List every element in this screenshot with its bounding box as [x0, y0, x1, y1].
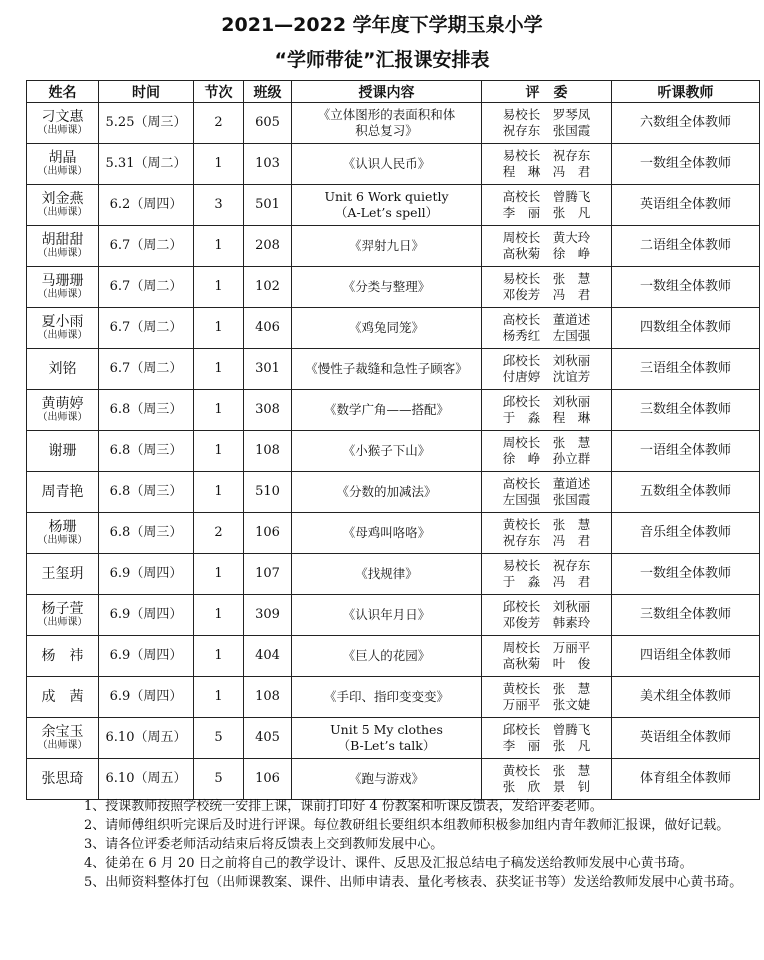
judges-line: 徐 峥 孙立群 — [502, 451, 591, 466]
lesson-content-line: 《认识人民币》 — [342, 156, 431, 171]
graduation-lesson-tag: （出师课） — [37, 535, 88, 546]
table-row — [27, 103, 760, 144]
cell-audience: 一数组全体教师 — [612, 144, 760, 185]
judges-line: 高校长 董道述 — [502, 312, 591, 327]
cell-audience: 四语组全体教师 — [612, 636, 760, 677]
table-header-row — [27, 81, 760, 103]
cell-name — [27, 349, 99, 390]
cell-period: 1 — [194, 349, 244, 390]
teacher-name: 胡晶 — [48, 150, 77, 166]
teacher-name: 成 茜 — [41, 689, 84, 705]
judges-line: 邱校长 刘秋丽 — [502, 353, 591, 368]
table-row — [27, 513, 760, 554]
cell-name — [27, 513, 99, 554]
teacher-name: 马珊珊 — [41, 273, 84, 289]
lesson-content-line: （B-Let’s talk） — [337, 738, 436, 753]
lesson-content-line: Unit 6 Work quietly — [324, 189, 449, 204]
lesson-content-line: 《母鸡叫咯咯》 — [342, 525, 431, 540]
judges-line: 祝存东 张国霞 — [502, 123, 591, 138]
cell-class: 103 — [244, 144, 292, 185]
table-body — [27, 103, 760, 800]
teacher-name: 刘铭 — [48, 361, 77, 377]
note-item: 3、请各位评委老师活动结束后将反馈表上交到教师发展中心。 — [84, 837, 444, 852]
header-judges: 评 委 — [482, 81, 612, 103]
teacher-name: 杨子萱 — [41, 601, 84, 617]
header-period: 节次 — [194, 81, 244, 103]
cell-period: 1 — [194, 144, 244, 185]
judges-line: 邱校长 刘秋丽 — [502, 599, 591, 614]
cell-audience: 三语组全体教师 — [612, 349, 760, 390]
judges-line: 杨秀红 左国强 — [502, 328, 591, 343]
cell-name — [27, 554, 99, 595]
cell-content — [292, 431, 482, 472]
lesson-content-line: 《分数的加减法》 — [336, 484, 437, 499]
cell-class: 501 — [244, 185, 292, 226]
table-row — [27, 595, 760, 636]
cell-name — [27, 718, 99, 759]
cell-content — [292, 513, 482, 554]
schedule-table — [26, 80, 760, 800]
graduation-lesson-tag: （出师课） — [37, 740, 88, 751]
judges-line: 周校长 张 慧 — [502, 435, 591, 450]
judges-line: 易校长 祝存东 — [502, 558, 591, 573]
table-row — [27, 349, 760, 390]
cell-audience: 六数组全体教师 — [612, 103, 760, 144]
cell-name — [27, 226, 99, 267]
lesson-content-line: 《找规律》 — [355, 566, 418, 581]
cell-period: 1 — [194, 267, 244, 308]
cell-judges — [482, 636, 612, 677]
cell-period: 2 — [194, 513, 244, 554]
cell-judges — [482, 144, 612, 185]
cell-class: 108 — [244, 431, 292, 472]
cell-time: 6.7（周二） — [99, 349, 194, 390]
cell-judges — [482, 308, 612, 349]
cell-name — [27, 267, 99, 308]
cell-content — [292, 226, 482, 267]
cell-time: 6.2（周四） — [99, 185, 194, 226]
cell-period: 1 — [194, 677, 244, 718]
cell-period: 3 — [194, 185, 244, 226]
header-time: 时间 — [99, 81, 194, 103]
lesson-content-line: 《手印、指印变变变》 — [323, 689, 449, 704]
cell-audience: 三数组全体教师 — [612, 390, 760, 431]
cell-judges — [482, 472, 612, 513]
table-row — [27, 759, 760, 800]
cell-time: 6.8（周三） — [99, 431, 194, 472]
teacher-name: 刁文惠 — [41, 109, 84, 125]
cell-time: 5.31（周二） — [99, 144, 194, 185]
table-row — [27, 554, 760, 595]
cell-judges — [482, 267, 612, 308]
lesson-content-line: 积总复习》 — [355, 123, 418, 138]
lesson-content-line: Unit 5 My clothes — [330, 722, 443, 737]
cell-audience: 美术组全体教师 — [612, 677, 760, 718]
cell-name — [27, 759, 99, 800]
cell-audience: 二语组全体教师 — [612, 226, 760, 267]
judges-line: 高校长 曾腾飞 — [502, 189, 591, 204]
cell-time: 6.8（周三） — [99, 390, 194, 431]
teacher-name: 王玺玥 — [41, 566, 84, 582]
cell-class: 510 — [244, 472, 292, 513]
cell-judges — [482, 759, 612, 800]
judges-line: 程 琳 冯 君 — [502, 164, 591, 179]
judges-line: 邱校长 刘秋丽 — [502, 394, 591, 409]
graduation-lesson-tag: （出师课） — [37, 412, 88, 423]
note-item: 4、徒弟在 6 月 20 日之前将自己的教学设计、课件、反思及汇报总结电子稿发送给教师发展中心黄书琦。 — [84, 856, 693, 871]
lesson-content-line: 《小猴子下山》 — [342, 443, 431, 458]
cell-audience: 四数组全体教师 — [612, 308, 760, 349]
judges-line: 左国强 张国霞 — [502, 492, 591, 507]
cell-time: 6.10（周五） — [99, 759, 194, 800]
cell-content — [292, 554, 482, 595]
cell-name — [27, 185, 99, 226]
document-title-main: “学师带徒”汇报课安排表 — [274, 49, 490, 71]
cell-class: 404 — [244, 636, 292, 677]
judges-line: 邓俊芳 韩素玲 — [502, 615, 591, 630]
cell-name — [27, 595, 99, 636]
note-item: 2、请师傅组织听完课后及时进行评课。每位教研组长要组织本组教师积极参加组内青年教师汇报课，做好记载。 — [84, 818, 730, 833]
teacher-name: 杨珊 — [48, 519, 77, 535]
judges-line: 李 丽 张 凡 — [502, 738, 591, 753]
graduation-lesson-tag: （出师课） — [37, 207, 88, 218]
cell-content — [292, 718, 482, 759]
graduation-lesson-tag: （出师课） — [37, 125, 88, 136]
graduation-lesson-tag: （出师课） — [37, 617, 88, 628]
header-content: 授课内容 — [292, 81, 482, 103]
cell-class: 208 — [244, 226, 292, 267]
teacher-name: 张思琦 — [41, 771, 84, 787]
judges-line: 易校长 罗琴凤 — [502, 107, 591, 122]
cell-class: 308 — [244, 390, 292, 431]
judges-line: 周校长 黄大玲 — [502, 230, 591, 245]
cell-period: 1 — [194, 554, 244, 595]
cell-period: 1 — [194, 431, 244, 472]
table-row — [27, 431, 760, 472]
cell-name — [27, 472, 99, 513]
cell-audience: 一语组全体教师 — [612, 431, 760, 472]
graduation-lesson-tag: （出师课） — [37, 248, 88, 259]
cell-period: 1 — [194, 636, 244, 677]
cell-period: 1 — [194, 390, 244, 431]
cell-content — [292, 308, 482, 349]
cell-period: 1 — [194, 308, 244, 349]
cell-time: 6.10（周五） — [99, 718, 194, 759]
teacher-name: 余宝玉 — [41, 724, 84, 740]
cell-judges — [482, 185, 612, 226]
judges-line: 万丽平 张文婕 — [502, 697, 591, 712]
graduation-lesson-tag: （出师课） — [37, 330, 88, 341]
cell-audience: 音乐组全体教师 — [612, 513, 760, 554]
teacher-name: 胡甜甜 — [41, 232, 84, 248]
cell-time: 6.9（周四） — [99, 554, 194, 595]
cell-content — [292, 185, 482, 226]
cell-class: 406 — [244, 308, 292, 349]
teacher-name: 夏小雨 — [41, 314, 84, 330]
judges-line: 易校长 祝存东 — [502, 148, 591, 163]
judges-line: 黄校长 张 慧 — [502, 517, 591, 532]
cell-time: 6.7（周二） — [99, 226, 194, 267]
cell-content — [292, 595, 482, 636]
cell-time: 6.9（周四） — [99, 677, 194, 718]
cell-content — [292, 759, 482, 800]
lesson-content-line: （A-Let’s spell） — [334, 205, 439, 220]
cell-content — [292, 636, 482, 677]
cell-judges — [482, 349, 612, 390]
cell-judges — [482, 226, 612, 267]
lesson-content-line: 《分类与整理》 — [342, 279, 431, 294]
cell-time: 6.9（周四） — [99, 636, 194, 677]
cell-class: 107 — [244, 554, 292, 595]
teacher-name: 黄萌婷 — [41, 396, 84, 412]
judges-line: 高秋菊 叶 俊 — [502, 656, 591, 671]
lesson-content-line: 《巨人的花园》 — [342, 648, 431, 663]
cell-audience: 三数组全体教师 — [612, 595, 760, 636]
teacher-name: 谢珊 — [48, 443, 77, 459]
table-row — [27, 267, 760, 308]
lesson-content-line: 《鸡兔同笼》 — [348, 320, 424, 335]
cell-class: 605 — [244, 103, 292, 144]
cell-audience: 体育组全体教师 — [612, 759, 760, 800]
cell-period: 5 — [194, 759, 244, 800]
cell-judges — [482, 431, 612, 472]
table-row — [27, 308, 760, 349]
judges-line: 邱校长 曾腾飞 — [502, 722, 591, 737]
cell-class: 108 — [244, 677, 292, 718]
judges-line: 高秋菊 徐 峥 — [502, 246, 591, 261]
cell-class: 106 — [244, 759, 292, 800]
table-row — [27, 226, 760, 267]
cell-audience: 一数组全体教师 — [612, 267, 760, 308]
cell-judges — [482, 595, 612, 636]
header-class: 班级 — [244, 81, 292, 103]
cell-class: 405 — [244, 718, 292, 759]
note-item: 5、出师资料整体打包（出师课教案、课件、出师申请表、量化考核表、获奖证书等）发送给教师发展中心黄书琦。 — [84, 875, 743, 890]
table-row — [27, 185, 760, 226]
judges-line: 祝存东 冯 君 — [502, 533, 591, 548]
cell-time: 6.8（周三） — [99, 472, 194, 513]
graduation-lesson-tag: （出师课） — [37, 289, 88, 300]
cell-judges — [482, 513, 612, 554]
cell-content — [292, 103, 482, 144]
lesson-content-line: 《认识年月日》 — [342, 607, 431, 622]
cell-audience: 英语组全体教师 — [612, 185, 760, 226]
cell-judges — [482, 390, 612, 431]
judges-line: 付唐婷 沈谊芳 — [502, 369, 591, 384]
header-audience: 听课教师 — [612, 81, 760, 103]
cell-audience: 英语组全体教师 — [612, 718, 760, 759]
cell-judges — [482, 103, 612, 144]
cell-period: 5 — [194, 718, 244, 759]
cell-content — [292, 267, 482, 308]
table-row — [27, 677, 760, 718]
lesson-content-line: 《数学广角——搭配》 — [323, 402, 449, 417]
table-row — [27, 718, 760, 759]
judges-line: 张 欣 景 钊 — [502, 779, 591, 794]
teacher-name: 杨 祎 — [41, 648, 84, 664]
cell-content — [292, 349, 482, 390]
judges-line: 于 淼 冯 君 — [502, 574, 591, 589]
table-row — [27, 144, 760, 185]
cell-name — [27, 103, 99, 144]
judges-line: 邓俊芳 冯 君 — [502, 287, 591, 302]
cell-class: 102 — [244, 267, 292, 308]
judges-line: 黄校长 张 慧 — [502, 681, 591, 696]
cell-name — [27, 431, 99, 472]
table-row — [27, 636, 760, 677]
table-row — [27, 472, 760, 513]
cell-period: 1 — [194, 226, 244, 267]
teacher-name: 刘金燕 — [41, 191, 84, 207]
judges-line: 李 丽 张 凡 — [502, 205, 591, 220]
cell-content — [292, 390, 482, 431]
cell-period: 2 — [194, 103, 244, 144]
cell-content — [292, 677, 482, 718]
cell-content — [292, 144, 482, 185]
note-item: 1、授课教师按照学校统一安排上课，课前打印好 4 份教案和听课反馈表，发给评委老师。 — [84, 799, 603, 814]
cell-name — [27, 677, 99, 718]
cell-audience: 五数组全体教师 — [612, 472, 760, 513]
judges-line: 高校长 董道述 — [502, 476, 591, 491]
cell-time: 6.9（周四） — [99, 595, 194, 636]
cell-name — [27, 390, 99, 431]
cell-name — [27, 144, 99, 185]
judges-line: 周校长 万丽平 — [502, 640, 591, 655]
lesson-content-line: 《羿射九日》 — [348, 238, 424, 253]
cell-content — [292, 472, 482, 513]
cell-judges — [482, 718, 612, 759]
judges-line: 于 淼 程 琳 — [502, 410, 591, 425]
cell-judges — [482, 554, 612, 595]
lesson-content-line: 《跑与游戏》 — [348, 771, 424, 786]
lesson-content-line: 《慢性子裁缝和急性子顾客》 — [305, 361, 468, 376]
cell-time: 6.7（周二） — [99, 267, 194, 308]
cell-judges — [482, 677, 612, 718]
lesson-content-line: 《立体图形的表面积和体 — [317, 107, 456, 122]
cell-period: 1 — [194, 472, 244, 513]
judges-line: 黄校长 张 慧 — [502, 763, 591, 778]
header-name: 姓名 — [27, 81, 99, 103]
cell-time: 6.8（周三） — [99, 513, 194, 554]
cell-period: 1 — [194, 595, 244, 636]
notes-section — [84, 797, 744, 892]
cell-class: 301 — [244, 349, 292, 390]
cell-time: 5.25（周三） — [99, 103, 194, 144]
cell-time: 6.7（周二） — [99, 308, 194, 349]
cell-class: 106 — [244, 513, 292, 554]
judges-line: 易校长 张 慧 — [502, 271, 591, 286]
cell-name — [27, 636, 99, 677]
document-title-year: 2021—2022 学年度下学期玉泉小学 — [221, 14, 543, 36]
cell-name — [27, 308, 99, 349]
cell-class: 309 — [244, 595, 292, 636]
table-row — [27, 390, 760, 431]
graduation-lesson-tag: （出师课） — [37, 166, 88, 177]
cell-audience: 一数组全体教师 — [612, 554, 760, 595]
teacher-name: 周青艳 — [41, 484, 84, 500]
